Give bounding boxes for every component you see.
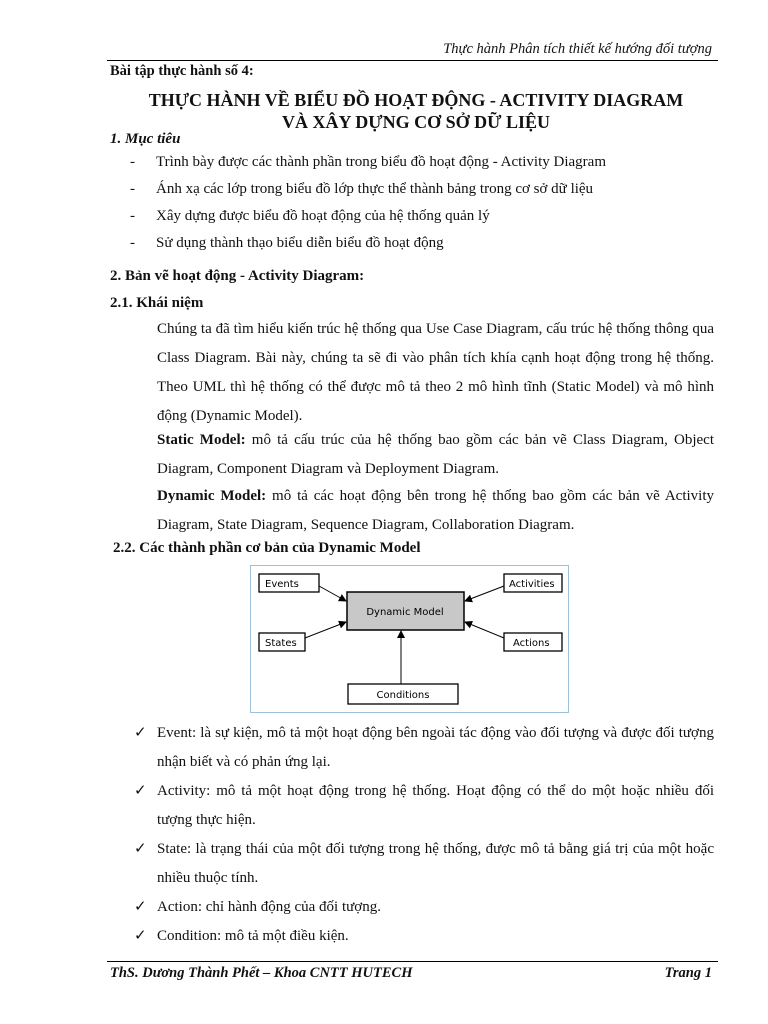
dash-bullet: - (130, 181, 135, 197)
dash-bullet: - (130, 208, 135, 224)
diagram-canvas (251, 566, 568, 712)
events-arrow (319, 586, 346, 601)
checkmark-icon: ✓ (134, 841, 147, 857)
checkmark-icon: ✓ (134, 725, 147, 741)
objective-item: - Sử dụng thành thạo biểu diễn biểu đồ hoạt động (130, 235, 444, 251)
definitions-list (134, 719, 714, 951)
subsection-heading-concept: 2.1. Khái niệm (110, 295, 204, 311)
states-arrow (305, 622, 346, 638)
checkmark-icon: ✓ (134, 783, 147, 799)
dynamic-model-label: Dynamic Model (366, 607, 444, 618)
conditions-label: Conditions (376, 690, 430, 701)
footer-author: ThS. Dương Thành Phết – Khoa CNTT HUTECH (110, 965, 413, 981)
definition-item: ✓ Activity: mô tả một hoạt động trong hệ thống. Hoạt động có thể do một hoặc nhiều đối tượng thực hiện. (134, 777, 714, 835)
header-divider (107, 60, 718, 61)
objectives-list (130, 154, 606, 262)
page-header: Thực hành Phân tích thiết kế hướng đối tượng (443, 41, 712, 57)
dynamic-model-diagram (250, 565, 569, 713)
actions-arrow (465, 622, 504, 638)
static-model-paragraph: Static Model: mô tả cấu trúc của hệ thống bao gồm các bản vẽ Class Diagram, Object Diagram, Component Diagram và Deployment Diagram. (157, 432, 714, 477)
dash-bullet: - (130, 154, 135, 170)
document-title-line1: THỰC HÀNH VỀ BIỂU ĐỒ HOẠT ĐỘNG - ACTIVITY DIAGRAM (148, 90, 684, 110)
dynamic-model-term: Dynamic Model: (157, 488, 267, 504)
actions-label: Actions (513, 638, 550, 649)
footer-divider (107, 961, 718, 962)
objective-item: - Ánh xạ các lớp trong biểu đồ lớp thực thể thành bảng trong cơ sở dữ liệu (130, 181, 594, 197)
definition-item: ✓ Action: chỉ hành động của đối tượng. (134, 893, 714, 922)
events-label: Events (265, 579, 299, 590)
checkmark-icon: ✓ (134, 928, 147, 944)
section-heading-objectives: 1. Mục tiêu (110, 131, 181, 147)
exercise-label: Bài tập thực hành số 4: (110, 63, 254, 79)
definition-item: ✓ Event: là sự kiện, mô tả một hoạt động bên ngoài tác động vào đối tượng và được đối tượng nhận biết và có phản ứng lại. (134, 719, 714, 777)
checkmark-icon: ✓ (134, 899, 147, 915)
objective-item: - Trình bày được các thành phần trong biểu đồ hoạt động - Activity Diagram (130, 154, 606, 170)
page-number: Trang 1 (664, 965, 712, 981)
objective-item: - Xây dựng được biểu đồ hoạt động của hệ thống quản lý (130, 208, 490, 224)
static-model-term: Static Model: (157, 432, 246, 448)
definition-item: ✓ State: là trạng thái của một đối tượng trong hệ thống, được mô tả bằng giá trị của một hoặc nhiều thuộc tính. (134, 835, 714, 893)
activities-arrow (465, 586, 504, 601)
subsection-heading-components: 2.2. Các thành phần cơ bản của Dynamic Model (113, 540, 421, 556)
definition-item: ✓ Condition: mô tả một điều kiện. (134, 922, 714, 951)
activities-label: Activities (509, 579, 555, 590)
document-title-line2: VÀ XÂY DỰNG CƠ SỞ DỮ LIỆU (281, 112, 550, 132)
states-label: States (265, 638, 297, 649)
dash-bullet: - (130, 235, 135, 251)
concept-paragraph: Chúng ta đã tìm hiểu kiến trúc hệ thống qua Use Case Diagram, cấu trúc hệ thống thông qua Class Diagram. Bài này, chúng ta sẽ đi vào phân tích khía cạnh hoạt động trong hệ thống. Theo UML thì hệ thống có thể được mô tả theo 2 mô hình tĩnh (Static Model) và mô hình động (Dynamic Model). (157, 321, 714, 424)
dynamic-model-paragraph: Dynamic Model: mô tả các hoạt động bên trong hệ thống bao gồm các bản vẽ Activity Diagram, State Diagram, Sequence Diagram, Collaboration Diagram. (157, 488, 714, 533)
section-heading-activity-diagram: 2. Bản vẽ hoạt động - Activity Diagram: (110, 268, 365, 284)
